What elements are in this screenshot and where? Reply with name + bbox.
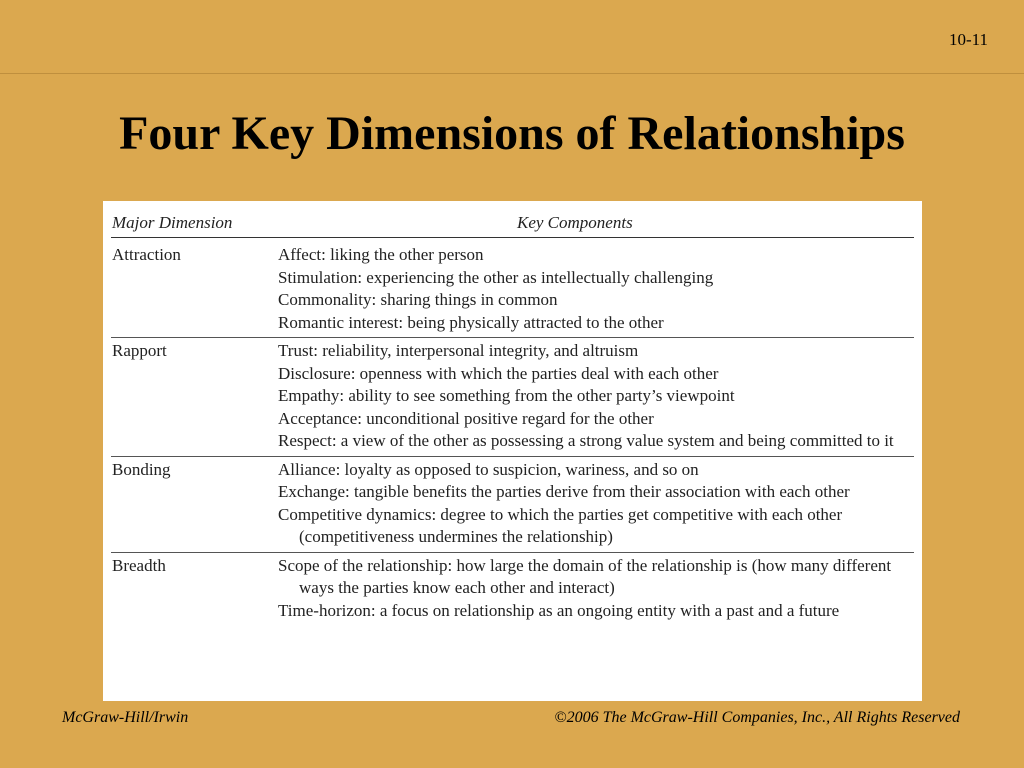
dimension-name: Bonding <box>112 459 171 479</box>
header-divider <box>0 73 1024 74</box>
component-item: Alliance: loyalty as opposed to suspicion, wariness, and so on <box>278 459 699 479</box>
component-list <box>278 555 914 623</box>
slide-number: 10-11 <box>948 30 988 49</box>
component-item: Romantic interest: being physically attracted to the other <box>278 312 664 332</box>
component-item: Acceptance: unconditional positive regard for the other <box>278 408 654 428</box>
table-body <box>111 238 914 625</box>
table-header <box>111 212 914 238</box>
component-item: Scope of the relationship: how large the domain of the relationship is (how many different ways the parties know each other and interact) <box>278 555 892 597</box>
dimension-name: Breadth <box>112 555 166 575</box>
dimension-name: Rapport <box>112 341 167 360</box>
component-item: Trust: reliability, interpersonal integrity, and altruism <box>278 341 639 360</box>
component-item: Time-horizon: a focus on relationship as an ongoing entity with a past and a future <box>278 600 840 620</box>
dimension-name: Attraction <box>112 245 181 264</box>
component-list <box>278 340 914 453</box>
component-item: Disclosure: openness with which the parties deal with each other <box>278 363 719 383</box>
header-major-dimension: Major Dimension <box>112 213 233 232</box>
component-item: Respect: a view of the other as possessing a strong value system and being committed to it <box>278 431 894 450</box>
table-row <box>111 552 914 626</box>
table-row <box>111 456 914 552</box>
component-item: Empathy: ability to see something from the other party’s viewpoint <box>278 386 735 405</box>
dimensions-table <box>103 201 922 701</box>
slide-title: Four Key Dimensions of Relationships <box>119 107 905 160</box>
component-item: Affect: liking the other person <box>278 245 484 264</box>
component-item: Competitive dynamics: degree to which the parties get competitive with each other (competitiveness undermines the relationship) <box>278 504 843 546</box>
component-list <box>278 244 914 334</box>
component-list <box>278 459 914 549</box>
footer-publisher: McGraw-Hill/Irwin <box>62 709 189 726</box>
footer-copyright: ©2006 The McGraw-Hill Companies, Inc., All Rights Reserved <box>554 709 960 726</box>
table-row <box>111 238 914 337</box>
component-item: Stimulation: experiencing the other as intellectually challenging <box>278 267 714 287</box>
table-row <box>111 337 914 456</box>
component-item: Commonality: sharing things in common <box>278 290 558 309</box>
header-key-components: Key Components <box>517 213 633 232</box>
component-item: Exchange: tangible benefits the parties derive from their association with each other <box>278 482 850 501</box>
